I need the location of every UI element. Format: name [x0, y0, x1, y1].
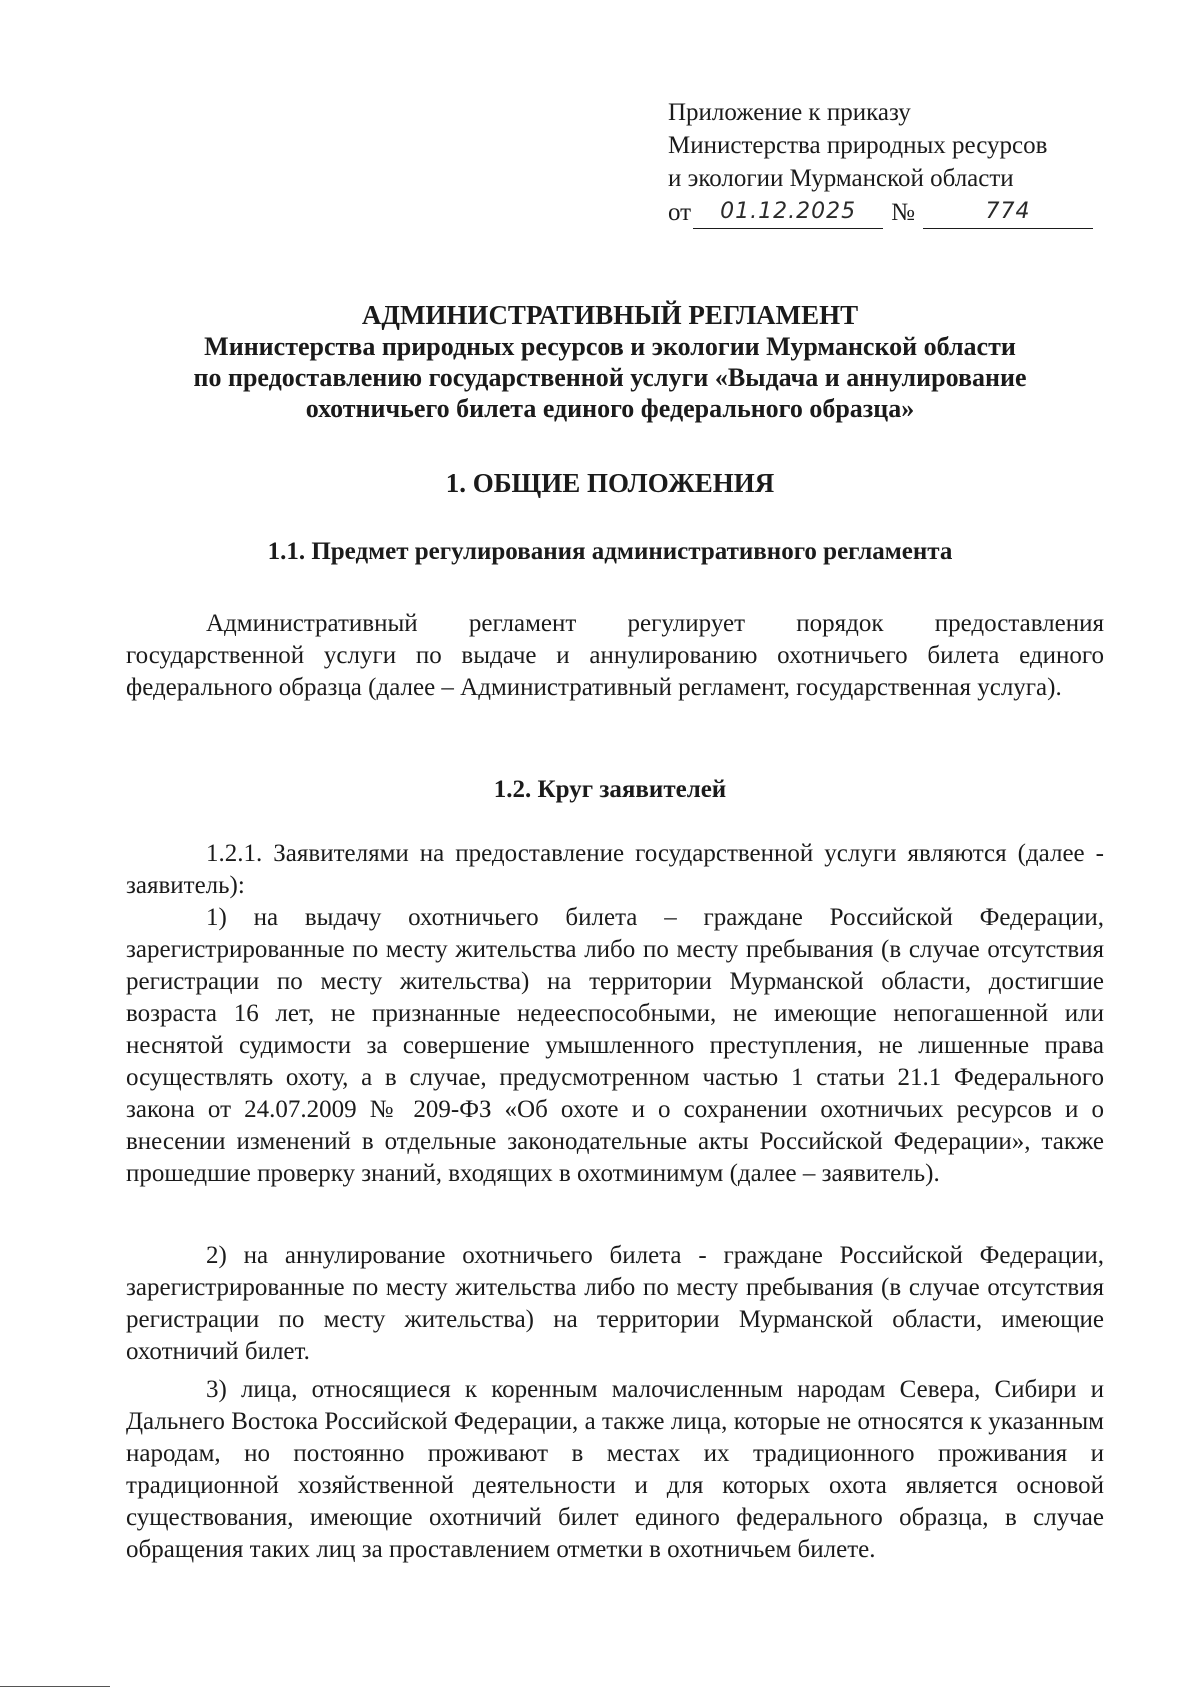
number-label: №: [891, 199, 915, 226]
approval-line-3: и экологии Мурманской области: [668, 165, 1014, 192]
approval-block: [668, 96, 1108, 229]
footnote-divider: [0, 1686, 110, 1687]
title-line-4: охотничьего билета единого федерального образца»: [305, 394, 915, 423]
title-line-1: АДМИНИСТРАТИВНЫЙ РЕГЛАМЕНТ: [361, 300, 859, 330]
from-label: от: [668, 199, 692, 226]
section-heading: 1. ОБЩИЕ ПОЛОЖЕНИЯ: [445, 468, 775, 498]
title-line-2: Министерства природных ресурсов и экологии Мурманской области: [204, 332, 1016, 361]
list-item-2: 2) на аннулирование охотничьего билета - граждане Российской Федерации, зарегистрированные по месту жительства либо по месту пребывания (в случае отсутствия регистрации по месту жительства) на территории Мурманской области, имеющие охотничий билет.: [126, 1242, 1104, 1365]
subsection-1-2-heading: 1.2. Круг заявителей: [493, 776, 727, 803]
subsection-1-1-heading: 1.1. Предмет регулирования административного регламента: [267, 538, 953, 565]
paragraph-1-2-1: 1.2.1. Заявителями на предоставление государственной услуги являются (далее - заявитель):: [126, 840, 1104, 899]
subsection-1-1-text: Административный регламент регулирует порядок предоставления государственной услуги по выдаче и аннулированию охотничьего билета единого федерального образца (далее – Административный регламент, государственная услуга).: [126, 610, 1104, 701]
approval-line-1: Приложение к приказу: [668, 99, 911, 126]
title-line-3: по предоставлению государственной услуги «Выдача и аннулирование: [193, 363, 1027, 392]
list-item-1: 1) на выдачу охотничьего билета – граждане Российской Федерации, зарегистрированные по месту жительства либо по месту пребывания (в случае отсутствия регистрации по месту жительства) на территории Мурманской области, достигшие возраста 16 лет, не признанные недееспособными, не имеющие непогашенной или неснятой судимости за совершение умышленного преступления, не лишенные права осуществлять охоту, а в случае, предусмотренном частью 1 статьи 21.1 Федерального закона от 24.07.2009 № 209-ФЗ «Об охоте и о сохранении охотничьих ресурсов и о внесении изменений в отдельные законодательные акты Российской Федерации», также прошедшие проверку знаний, входящих в охотминимум (далее – заявитель).: [126, 904, 1104, 1187]
approval-date-row: [668, 195, 1108, 229]
approval-line-2: Министерства природных ресурсов: [668, 132, 1048, 159]
handwritten-number: 774: [923, 195, 1093, 229]
handwritten-date: 01.12.2025: [693, 195, 883, 229]
document-title: [120, 300, 1100, 424]
list-item-3: 3) лица, относящиеся к коренным малочисленным народам Севера, Сибири и Дальнего Востока Российской Федерации, а также лица, которые не относятся к указанным народам, но постоянно проживают в местах их традиционного проживания и традиционной хозяйственной деятельности и для которых охота является основой существования, имеющие охотничий билет единого федерального образца, в случае обращения таких лиц за проставлением отметки в охотничьем билете.: [126, 1376, 1104, 1563]
